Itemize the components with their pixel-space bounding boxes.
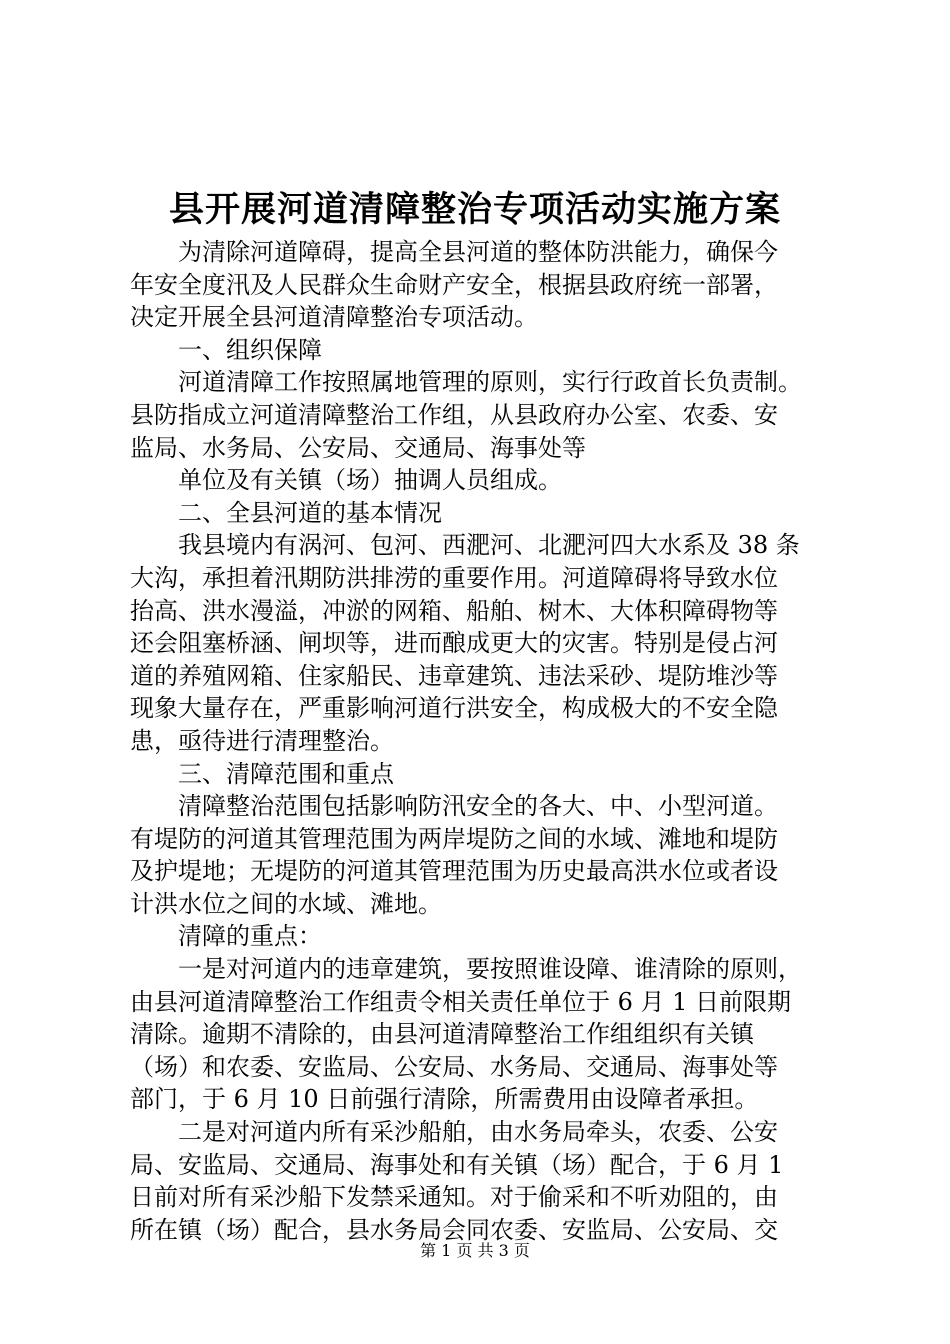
body-line: 计洪水位之间的水域、滩地。	[130, 889, 442, 918]
body-line: 清除。逾期不清除的，由县河道清障整治工作组组织有关镇	[130, 1020, 754, 1049]
body-line: 由县河道清障整治工作组责令相关责任单位于 6 月 1 日前限期	[130, 987, 792, 1016]
body-line: 有堤防的河道其管理范围为两岸堤防之间的水域、滩地和堤防	[130, 824, 778, 853]
body-line: 现象大量存在，严重影响河道行洪安全，构成极大的不安全隐	[130, 694, 778, 723]
body-line: 二、全县河道的基本情况	[178, 498, 442, 527]
body-line: 我县境内有涡河、包河、西淝河、北淝河四大水系及 38 条	[178, 531, 800, 560]
body-line: 年安全度汛及人民群众生命财产安全，根据县政府统一部署，	[130, 270, 778, 299]
body-line: 抬高、洪水漫溢，冲淤的网箱、船舶、树木、大体积障碍物等	[130, 596, 778, 625]
body-line: 单位及有关镇（场）抽调人员组成。	[178, 466, 562, 495]
body-line: 一、组织保障	[178, 335, 322, 364]
body-line: 二是对河道内所有采沙船舶，由水务局牵头，农委、公安	[178, 1118, 778, 1147]
body-line: 三、清障范围和重点	[178, 759, 394, 788]
body-line: 县防指成立河道清障整治工作组，从县政府办公室、农委、安	[130, 400, 778, 429]
body-line: 监局、水务局、公安局、交通局、海事处等	[130, 433, 586, 462]
body-line: 河道清障工作按照属地管理的原则，实行行政首长负责制。	[178, 368, 802, 397]
body-line: 还会阻塞桥涵、闸坝等，进而酿成更大的灾害。特别是侵占河	[130, 629, 778, 658]
body-line: 大沟，承担着汛期防洪排涝的重要作用。河道障碍将导致水位	[130, 563, 778, 592]
body-line: 清障的重点：	[178, 922, 322, 951]
body-line: 患，亟待进行清理整治。	[130, 726, 394, 755]
body-line: 为清除河道障碍，提高全县河道的整体防洪能力，确保今	[178, 238, 778, 266]
body-line: 日前对所有采沙船下发禁采通知。对于偷采和不听劝阻的，由	[130, 1183, 778, 1212]
body-line: 一是对河道内的违章建筑，要按照谁设障、谁清除的原则，	[178, 955, 802, 984]
body-line: 清障整治范围包括影响防汛安全的各大、中、小型河道。	[178, 792, 778, 821]
document-title: 县开展河道清障整治专项活动实施方案	[168, 189, 781, 230]
body-line: 部门，于 6 月 10 日前强行清除，所需费用由设障者承担。	[130, 1085, 759, 1114]
document-body	[130, 236, 840, 1246]
body-line: 所在镇（场）配合，县水务局会同农委、安监局、公安局、交	[130, 1215, 778, 1244]
body-line: 及护堤地；无堤防的河道其管理范围为历史最高洪水位或者设	[130, 857, 778, 886]
body-line: 局、安监局、交通局、海事处和有关镇（场）配合，于 6 月 1	[130, 1150, 784, 1179]
page-footer: 第 1 页 共 3 页	[420, 1241, 530, 1260]
body-line: 决定开展全县河道清障整治专项活动。	[130, 303, 538, 332]
body-line: 道的养殖网箱、住家船民、违章建筑、违法采砂、堤防堆沙等	[130, 661, 778, 690]
body-line: （场）和农委、安监局、公安局、水务局、交通局、海事处等	[130, 1052, 778, 1081]
